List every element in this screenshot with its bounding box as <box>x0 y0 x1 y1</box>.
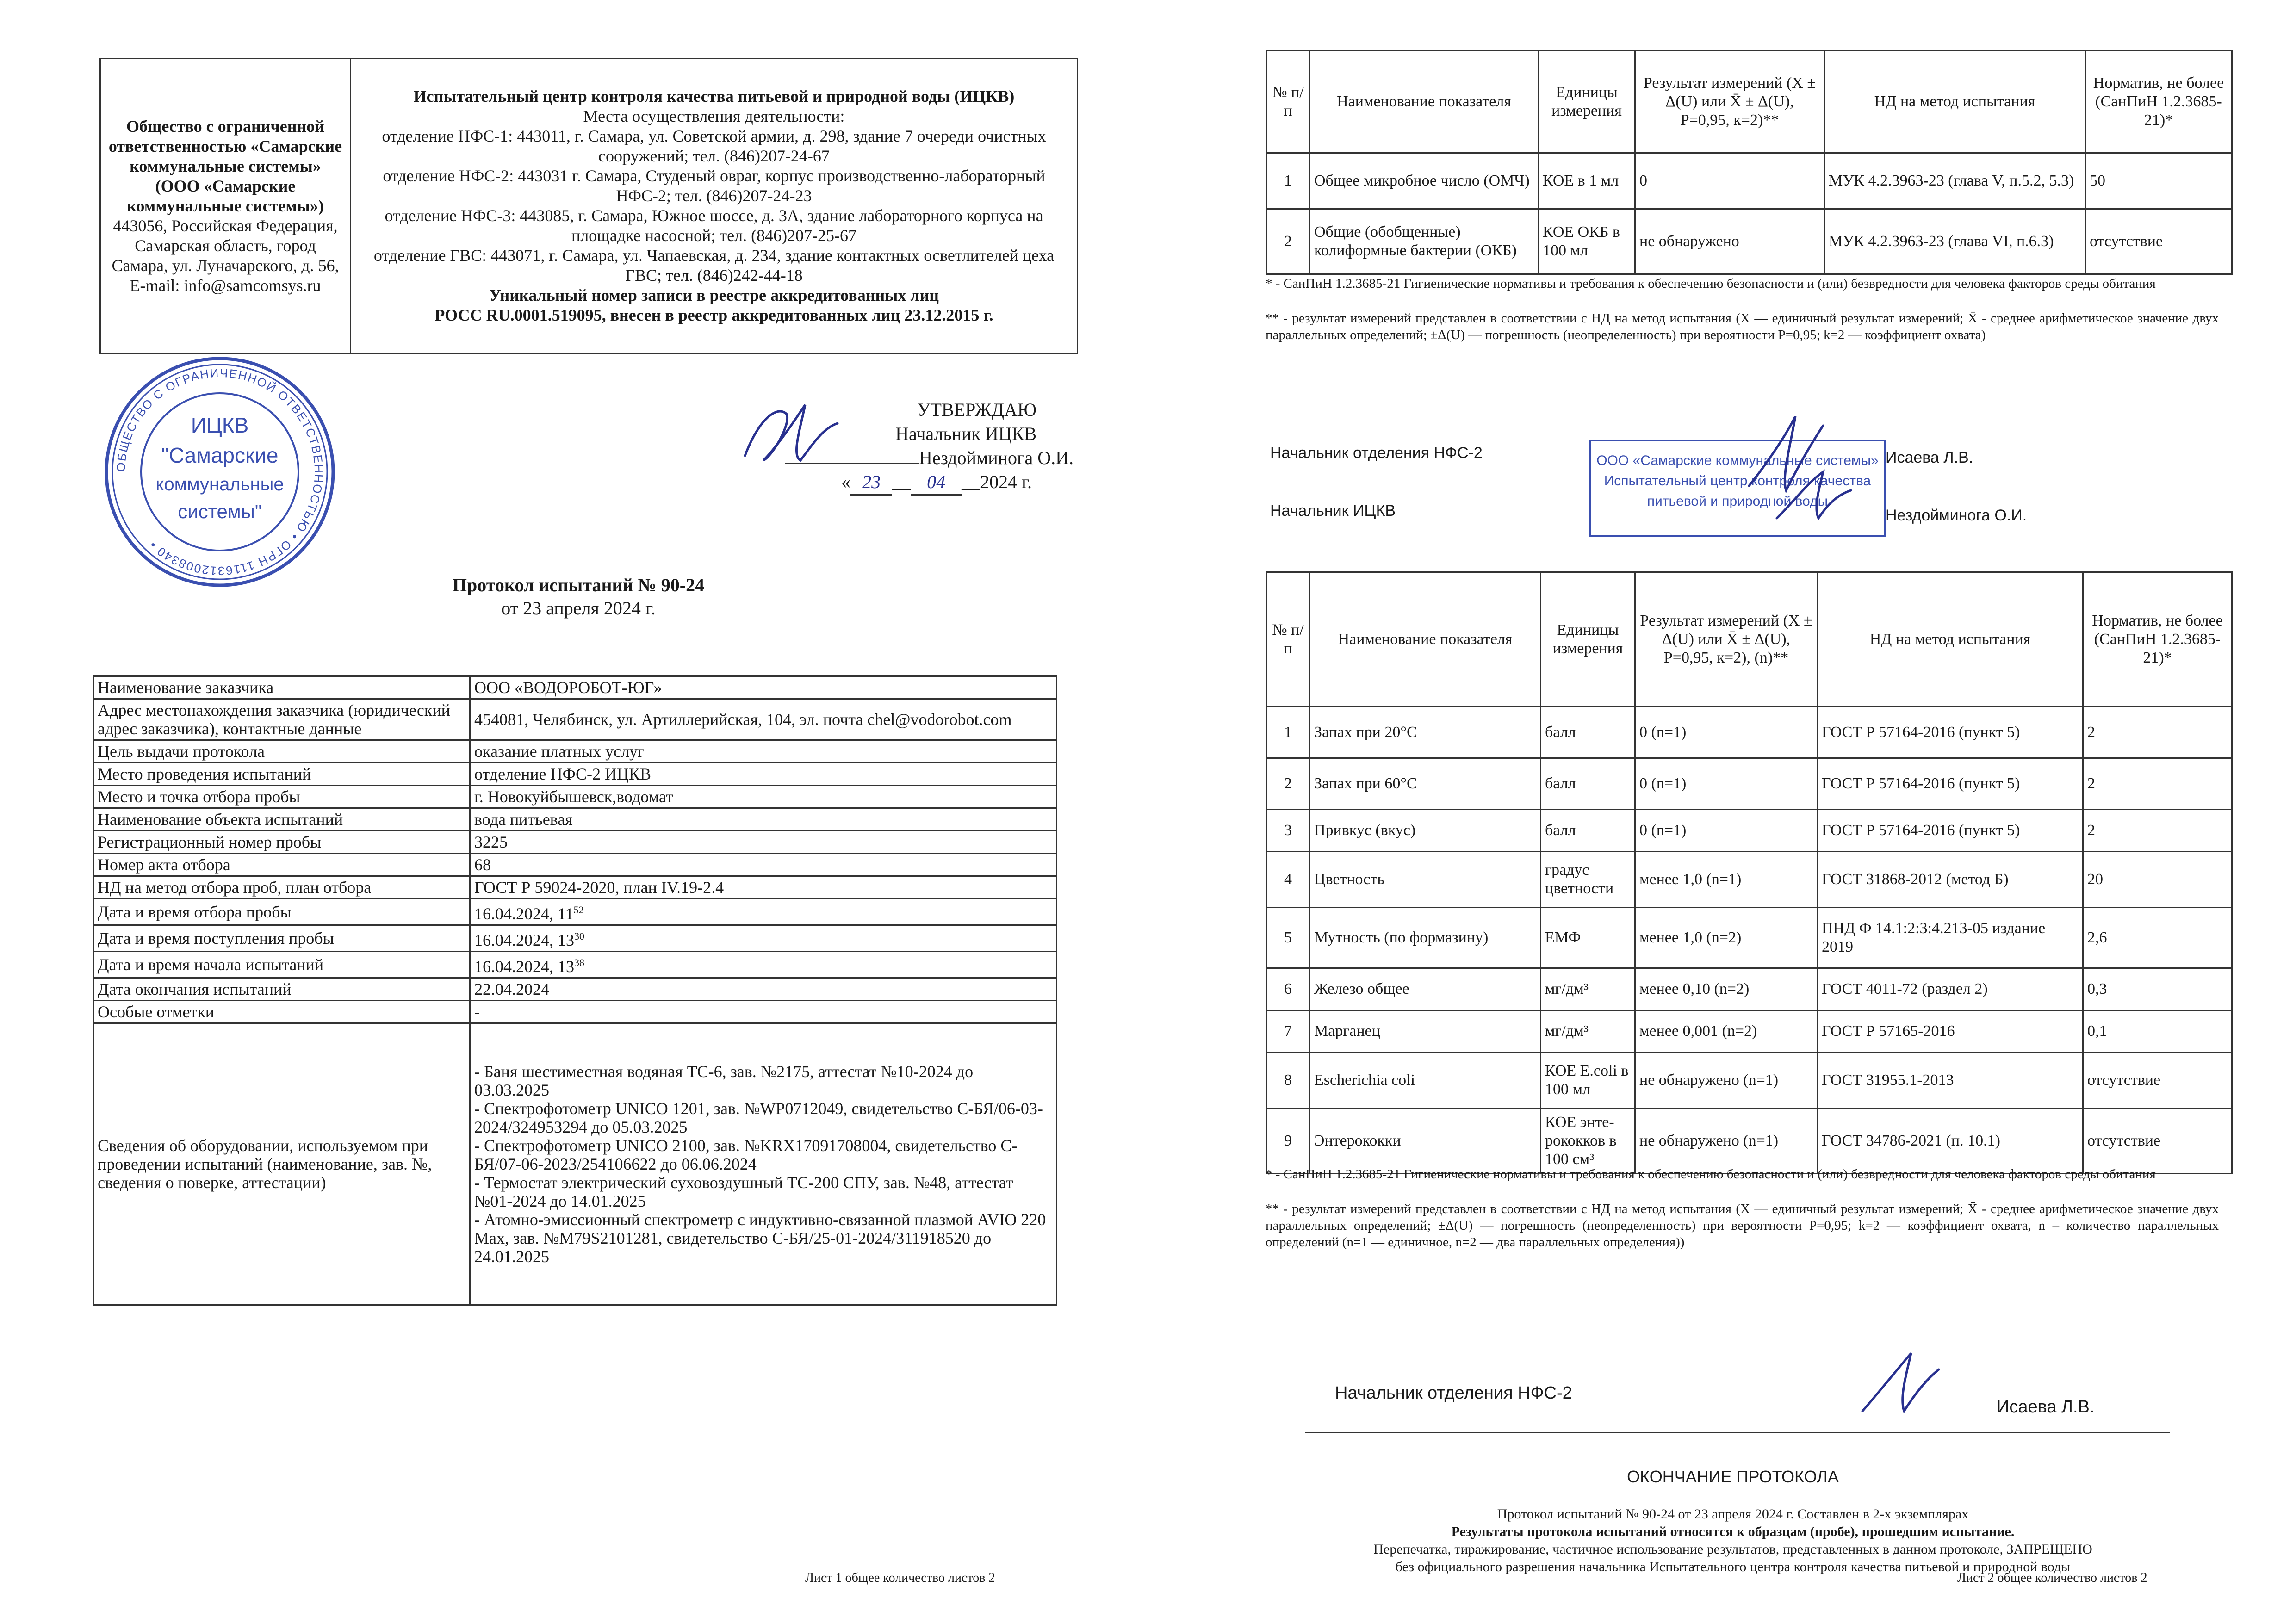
row-method: ГОСТ Р 57164-2016 (пункт 5) <box>1818 758 2083 810</box>
center-title: Испытательный центр контроля качества питьевой и природной воды (ИЦКВ) <box>413 87 1015 105</box>
row-number: 3 <box>1266 810 1310 852</box>
signer2-name: Нездойминога О.И. <box>1886 507 2027 524</box>
row-result: 0 (n=1) <box>1635 810 1818 852</box>
table-row <box>1266 758 2232 810</box>
row-norm: 50 <box>2085 153 2232 209</box>
row-units: мг/дм³ <box>1541 1010 1635 1053</box>
approve-date: « 23 __ 04 __2024 г. <box>740 470 1074 496</box>
row-number: 2 <box>1266 209 1310 274</box>
sheet-2-footer: Лист 2 общее количество листов 2 <box>1957 1571 2147 1585</box>
protocol-end-block <box>1259 1467 2207 1576</box>
results-table-micro <box>1266 50 2233 275</box>
row-method: МУК 4.2.3963-23 (глава V, п.5.2, 5.3) <box>1824 153 2085 209</box>
table-row <box>1266 209 2232 274</box>
row-result: не обнаружено (n=1) <box>1635 1109 1818 1174</box>
approve-day: 23 <box>850 470 892 496</box>
center-info-cell <box>351 59 1078 353</box>
col-number: № п/п <box>1266 572 1310 707</box>
info-value-text: 16.04.2024, 11 <box>474 904 574 923</box>
row-indicator: Общие (обобщенные) колиформные бактерии (ОКБ) <box>1310 209 1539 274</box>
end-line-3: Перепечатка, тиражирование, частичное использование результатов, представленных в данном протоколе, ЗАПРЕЩЕНО <box>1373 1542 2092 1557</box>
table-row <box>1266 908 2232 968</box>
equipment-item: - Спектрофотометр UNICO 2100, зав. №KRX17091708004, свидетельство С-БЯ/07-06-2023/254106622 до 06.06.2024 <box>474 1136 1018 1173</box>
row-units: КОЕ ОКБ в 100 мл <box>1539 209 1635 274</box>
row-units: балл <box>1541 707 1635 758</box>
info-value-text: вода питьевая <box>474 810 573 829</box>
row-norm: 2 <box>2083 758 2232 810</box>
row-result: менее 1,0 (n=1) <box>1635 852 1818 908</box>
signer1-role: Начальник отделения НФС-2 <box>1270 444 1483 462</box>
row-result: 0 (n=1) <box>1635 758 1818 810</box>
row-indicator: Цветность <box>1310 852 1541 908</box>
row-number: 4 <box>1266 852 1310 908</box>
col-result: Результат измерений (X ± Δ(U) или X̄ ± Δ(U), P=0,95, к=2)** <box>1635 51 1824 153</box>
final-signature-icon <box>1855 1342 1943 1420</box>
approver-signature-icon <box>736 391 856 470</box>
info-key: Дата окончания испытаний <box>93 978 470 1001</box>
equipment-item: - Атомно-эмиссионный спектрометр с индуктивно-связанной плазмой AVIO 220 Max, зав. №M79S2101281, свидетельство С-БЯ/25-01-2024/311918520 до 24.01.2025 <box>474 1210 1046 1266</box>
info-value-text: г. Новокуйбышевск,водомат <box>474 787 673 806</box>
col-method: НД на метод испытания <box>1824 51 2085 153</box>
row-result: 0 (n=1) <box>1635 707 1818 758</box>
info-row <box>93 952 1057 978</box>
row-method: ПНД Ф 14.1:2:3:4.213-05 издание 2019 <box>1818 908 2083 968</box>
equipment-label: Сведения об оборудовании, используемом при проведении испытаний (наименование, зав. №, сведения о поверке, аттестации) <box>93 1023 470 1305</box>
org-email: E-mail: info@samcomsys.ru <box>130 276 321 295</box>
org-address: 443056, Российская Федерация, Самарская область, город Самара, ул. Луначарского, д. 56, <box>112 216 339 275</box>
info-value-text: отделение НФС-2 ИЦКВ <box>474 765 651 783</box>
row-units: КОЕ в 1 мл <box>1539 153 1635 209</box>
row-method: ГОСТ 4011-72 (раздел 2) <box>1818 968 2083 1010</box>
sheet-1-footer: Лист 1 общее количество листов 2 <box>805 1571 995 1585</box>
row-indicator: Железо общее <box>1310 968 1541 1010</box>
info-value-text: оказание платных услуг <box>474 742 645 761</box>
info-value <box>470 876 1057 899</box>
protocol-title: Протокол испытаний № 90-24 <box>452 575 705 595</box>
info-value <box>470 676 1057 699</box>
col-norm: Норматив, не более (СанПиН 1.2.3685-21)* <box>2083 572 2232 707</box>
organization-header <box>99 58 1078 354</box>
row-indicator: Марганец <box>1310 1010 1541 1053</box>
table-row <box>1266 707 2232 758</box>
info-value <box>470 740 1057 763</box>
row-units: КОЕ энте-рококков в 100 см³ <box>1541 1109 1635 1174</box>
info-key: Регистрационный номер пробы <box>93 831 470 854</box>
signer2-signature-icon <box>1772 463 1855 527</box>
table-header-row <box>1266 572 2232 707</box>
info-key: Дата и время начала испытаний <box>93 952 470 978</box>
col-number: № п/п <box>1266 51 1310 153</box>
info-key: НД на метод отбора проб, план отбора <box>93 876 470 899</box>
registry-title: Уникальный номер записи в реестре аккредитованных лиц <box>489 286 939 304</box>
svg-text:ОБЩЕСТВО С ОГРАНИЧЕННОЙ ОТВЕТС <box>114 366 326 578</box>
info-row <box>93 854 1057 876</box>
info-key: Дата и время поступления пробы <box>93 925 470 952</box>
round-stamp-icon <box>99 352 340 592</box>
info-value-text: 22.04.2024 <box>474 980 549 998</box>
info-row <box>93 740 1057 763</box>
info-value-text: ГОСТ Р 59024-2020, план IV.19-2.4 <box>474 878 724 897</box>
info-value <box>470 831 1057 854</box>
info-key: Место и точка отбора пробы <box>93 786 470 808</box>
row-number: 1 <box>1266 153 1310 209</box>
org-name: Общество с ограниченной ответственностью «Самарские коммунальные системы» (ООО «Самарские коммунальные системы») <box>108 117 342 215</box>
row-method: ГОСТ Р 57165-2016 <box>1818 1010 2083 1053</box>
final-signer-role: Начальник отделения НФС-2 <box>1335 1383 1572 1403</box>
end-line-2: Результаты протокола испытаний относятся к образцам (пробе), прошедшим испытание. <box>1451 1524 2015 1539</box>
col-norm: Норматив, не более (СанПиН 1.2.3685-21)* <box>2085 51 2232 153</box>
row-units: балл <box>1541 810 1635 852</box>
row-norm: 2 <box>2083 707 2232 758</box>
approve-label: УТВЕРЖДАЮ <box>917 399 1036 420</box>
protocol-date: от 23 апреля 2024 г. <box>501 598 656 619</box>
row-units: ЕМФ <box>1541 908 1635 968</box>
row-method: ГОСТ 34786-2021 (п. 10.1) <box>1818 1109 2083 1174</box>
info-key: Адрес местонахождения заказчика (юридический адрес заказчика), контактные данные <box>93 699 470 740</box>
row-indicator: Escherichia coli <box>1310 1053 1541 1109</box>
info-value <box>470 952 1057 978</box>
table2-note-1: * - СанПиН 1.2.3685-21 Гигиенические нормативы и требования к обеспечению безопасности и (или) безвредности для человека факторов среды обитания <box>1266 1167 2156 1182</box>
results-table-organoleptic <box>1266 571 2233 1174</box>
info-key: Цель выдачи протокола <box>93 740 470 763</box>
info-value <box>470 786 1057 808</box>
info-value-text: 16.04.2024, 13 <box>474 957 574 976</box>
row-norm: отсутствие <box>2083 1109 2232 1174</box>
info-row <box>93 699 1057 740</box>
table2-note-2: ** - результат измерений представлен в соответствии с НД на метод испытания (X — единичный результат измерений; X̄ - среднее арифметическое значение двух параллельных определений; ±Δ(U) — погрешность (неопределенность) при вероятности P=0,95; k=2 — коэффициент охвата, n – количество параллельных определений (n=1 — единичное, n=2 — два параллельных определения)) <box>1266 1202 2219 1250</box>
row-result: менее 1,0 (n=2) <box>1635 908 1818 968</box>
row-indicator: Мутность (по формазину) <box>1310 908 1541 968</box>
places-title: Места осуществления деятельности: <box>583 107 845 125</box>
approve-year: 2024 г. <box>980 471 1032 492</box>
end-line-1: Протокол испытаний № 90-24 от 23 апреля 2024 г. Составлен в 2-х экземплярах <box>1497 1506 1969 1522</box>
row-norm: 2,6 <box>2083 908 2232 968</box>
equipment-row <box>93 1023 1057 1305</box>
end-title: ОКОНЧАНИЕ ПРОТОКОЛА <box>1627 1467 1839 1486</box>
row-indicator: Запах при 60°С <box>1310 758 1541 810</box>
info-value-text: ООО «ВОДОРОБОТ-ЮГ» <box>474 678 662 697</box>
row-indicator: Привкус (вкус) <box>1310 810 1541 852</box>
registry-value: РОСС RU.0001.519095, внесен в реестр аккредитованных лиц 23.12.2015 г. <box>434 306 993 324</box>
end-divider <box>1305 1432 2170 1433</box>
row-number: 9 <box>1266 1109 1310 1174</box>
info-value <box>470 808 1057 831</box>
row-norm: 20 <box>2083 852 2232 908</box>
info-key: Номер акта отбора <box>93 854 470 876</box>
row-number: 2 <box>1266 758 1310 810</box>
info-value-minutes: 38 <box>574 957 584 968</box>
info-value-text: 454081, Челябинск, ул. Артиллерийская, 104, эл. почта chel@vodorobot.com <box>474 710 1012 729</box>
row-result: не обнаружено <box>1635 209 1824 274</box>
row-result: менее 0,001 (n=2) <box>1635 1010 1818 1053</box>
row-number: 1 <box>1266 707 1310 758</box>
table-row <box>1266 1010 2232 1053</box>
signer2-role: Начальник ИЦКВ <box>1270 502 1396 520</box>
table-row <box>1266 810 2232 852</box>
row-units: мг/дм³ <box>1541 968 1635 1010</box>
info-value <box>470 763 1057 786</box>
row-norm: отсутствие <box>2083 1053 2232 1109</box>
row-method: ГОСТ 31955.1-2013 <box>1818 1053 2083 1109</box>
table1-note-2: ** - результат измерений представлен в соответствии с НД на метод испытания (X — единичный результат измерений; X̄ - среднее арифметическое значение двух параллельных определений; ±Δ(U) — погрешность (неопределенность) при вероятности P=0,95; k=2 — коэффициент охвата) <box>1266 311 2219 342</box>
table-header-row <box>1266 51 2232 153</box>
row-norm: 0,3 <box>2083 968 2232 1010</box>
place-nfs3: отделение НФС-3: 443085, г. Самара, Южное шоссе, д. 3А, здание лабораторного корпуса на площадке насосной; тел. (846)207-25-67 <box>385 206 1043 245</box>
approve-name: Нездойминога О.И. <box>918 447 1074 468</box>
info-key: Дата и время отбора пробы <box>93 899 470 925</box>
info-value-text: - <box>474 1003 480 1021</box>
stamp2-line-2: Испытательный центр контроля качества <box>1604 473 1871 489</box>
row-norm: отсутствие <box>2085 209 2232 274</box>
approve-month: 04 <box>911 470 962 496</box>
info-row <box>93 808 1057 831</box>
info-row <box>93 899 1057 925</box>
row-number: 7 <box>1266 1010 1310 1053</box>
stamp-center-2: "Самарские <box>161 443 279 467</box>
info-value <box>470 1001 1057 1023</box>
row-units: КОЕ E.coli в 100 мл <box>1541 1053 1635 1109</box>
row-indicator: Энтерококки <box>1310 1109 1541 1174</box>
table-row <box>1266 1053 2232 1109</box>
org-info-cell <box>100 59 351 353</box>
info-row <box>93 676 1057 699</box>
info-value <box>470 925 1057 952</box>
info-value <box>470 699 1057 740</box>
info-value-text: 16.04.2024, 13 <box>474 931 574 949</box>
row-indicator: Запах при 20°С <box>1310 707 1541 758</box>
col-method: НД на метод испытания <box>1818 572 2083 707</box>
row-method: ГОСТ 31868-2012 (метод Б) <box>1818 852 2083 908</box>
info-row <box>93 1001 1057 1023</box>
end-line-4: без официального разрешения начальника Испытательного центра контроля качества питьевой и природной воды <box>1395 1559 2071 1574</box>
stamp-ring-text: ОБЩЕСТВО С ОГРАНИЧЕННОЙ ОТВЕТСТВЕННОСТЬЮ • ОГРН 1116312008340 • <box>113 365 326 578</box>
row-method: ГОСТ Р 57164-2016 (пункт 5) <box>1818 810 2083 852</box>
info-key: Наименование объекта испытаний <box>93 808 470 831</box>
stamp-center-1: ИЦКВ <box>191 413 249 437</box>
info-value-text: 68 <box>474 855 491 874</box>
row-indicator: Общее микробное число (ОМЧ) <box>1310 153 1539 209</box>
info-row <box>93 978 1057 1001</box>
stamp2-line-1: ООО «Самарские коммунальные системы» <box>1596 453 1879 468</box>
table-row <box>1266 968 2232 1010</box>
info-row <box>93 876 1057 899</box>
equipment-item: - Баня шестиместная водяная ТС-6, зав. №2175, аттестат №10-2024 до 03.03.2025 <box>474 1062 974 1099</box>
row-units: градус цветности <box>1541 852 1635 908</box>
info-row <box>93 925 1057 952</box>
row-norm: 0,1 <box>2083 1010 2232 1053</box>
info-value-minutes: 30 <box>574 930 584 942</box>
info-key: Наименование заказчика <box>93 676 470 699</box>
info-row <box>93 831 1057 854</box>
place-nfs2: отделение НФС-2: 443031 г. Самара, Студеный овраг, корпус производственно-лабораторный НФС-2; тел. (846)207-24-23 <box>383 167 1045 205</box>
table-row <box>1266 852 2232 908</box>
row-number: 8 <box>1266 1053 1310 1109</box>
equipment-item: - Термостат электрический суховоздушный ТС-200 СПУ, зав. №48, аттестат №01-2024 до 14.01.2025 <box>474 1173 1013 1210</box>
row-method: МУК 4.2.3963-23 (глава VI, п.6.3) <box>1824 209 2085 274</box>
stamp-center-4: системы" <box>178 501 262 522</box>
info-value <box>470 854 1057 876</box>
row-method: ГОСТ Р 57164-2016 (пункт 5) <box>1818 707 2083 758</box>
info-key: Особые отметки <box>93 1001 470 1023</box>
info-value <box>470 899 1057 925</box>
col-units: Единицы измерения <box>1539 51 1635 153</box>
equipment-item: - Спектрофотометр UNICO 1201, зав. №WP0712049, свидетельство С-БЯ/06-03-2024/324953294 до 05.03.2025 <box>474 1099 1043 1136</box>
info-row <box>93 763 1057 786</box>
row-result: не обнаружено (n=1) <box>1635 1053 1818 1109</box>
info-key: Место проведения испытаний <box>93 763 470 786</box>
info-value-text: 3225 <box>474 833 508 851</box>
protocol-info-table <box>93 675 1057 1306</box>
row-norm: 2 <box>2083 810 2232 852</box>
stamp2-line-3: питьевой и природной воды <box>1647 494 1828 509</box>
place-gvs: отделение ГВС: 443071, г. Самара, ул. Чапаевская, д. 234, здание контактных осветлителей цеха ГВС; тел. (846)242-44-18 <box>373 246 1055 285</box>
final-signer-name: Исаева Л.В. <box>1997 1397 2095 1417</box>
info-value-minutes: 52 <box>573 904 584 916</box>
approve-position: Начальник ИЦКВ <box>895 423 1036 444</box>
col-units: Единицы измерения <box>1541 572 1635 707</box>
stamp-center-3: коммунальные <box>155 474 284 495</box>
table-row <box>1266 153 2232 209</box>
equipment-list <box>470 1023 1057 1305</box>
col-result: Результат измерений (X ± Δ(U) или X̄ ± Δ(U), P=0,95, к=2), (n)** <box>1635 572 1818 707</box>
row-number: 6 <box>1266 968 1310 1010</box>
table-row <box>1266 1109 2232 1174</box>
row-result: менее 0,10 (n=2) <box>1635 968 1818 1010</box>
table1-note-1: * - СанПиН 1.2.3685-21 Гигиенические нормативы и требования к обеспечению безопасности и (или) безвредности для человека факторов среды обитания <box>1266 276 2156 291</box>
row-units: балл <box>1541 758 1635 810</box>
col-indicator: Наименование показателя <box>1310 572 1541 707</box>
row-number: 5 <box>1266 908 1310 968</box>
protocol-heading <box>324 574 833 620</box>
col-indicator: Наименование показателя <box>1310 51 1539 153</box>
info-value <box>470 978 1057 1001</box>
row-result: 0 <box>1635 153 1824 209</box>
signer1-name: Исаева Л.В. <box>1886 449 1973 466</box>
place-nfs1: отделение НФС-1: 443011, г. Самара, ул. Советской армии, д. 298, здание 7 очереди очистных сооружений; тел. (846)207-24-67 <box>382 127 1046 165</box>
info-row <box>93 786 1057 808</box>
